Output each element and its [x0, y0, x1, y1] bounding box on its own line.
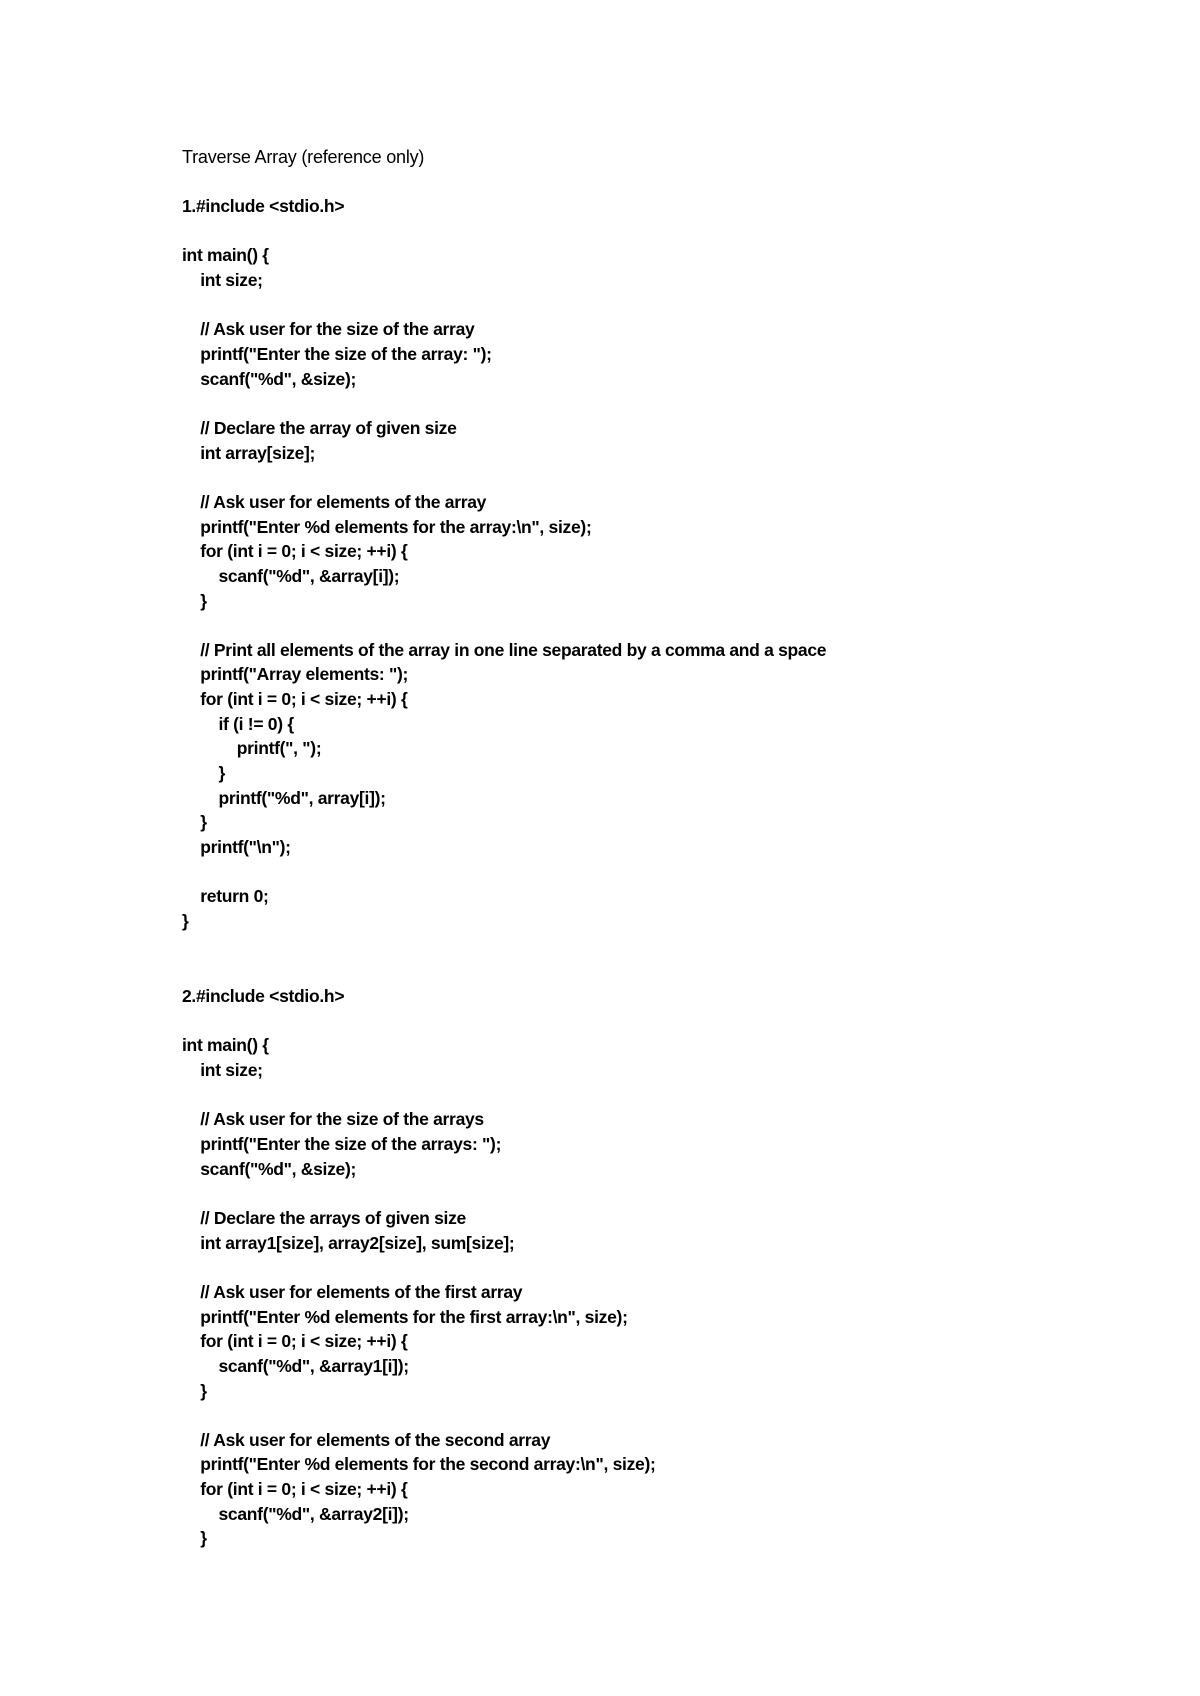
- document-title: Traverse Array (reference only): [182, 147, 425, 167]
- code-block-2: 2.#include <stdio.h> int main() { int size; // Ask user for the size of the arrays printf("Enter the size of the arrays: "); scanf("%d", &size); // Declare the arrays of given size int array1[size], array2[size], sum[size]; // Ask user for elements of the first array printf("Enter %d elements for the first array:\n", size); for (int i = 0; i < size; ++i) { scanf("%d", &array1[i]); } // Ask user for elements of the second array printf("Enter %d elements for the second array:\n", size); for (int i = 0; i < size; ++i) { scanf("%d", &array2[i]); }: [182, 986, 656, 1549]
- code-block-1: 1.#include <stdio.h> int main() { int size; // Ask user for the size of the array printf("Enter the size of the array: "); scanf("%d", &size); // Declare the array of given size int array[size]; // Ask user for elements of the array printf("Enter %d elements for the array:\n", size); for (int i = 0; i < size; ++i) { scanf("%d", &array[i]); } // Print all elements of the array in one line separated by a comma and a space printf("Array elements: "); for (int i = 0; i < size; ++i) { if (i != 0) { printf(", "); } printf("%d", array[i]); } printf("\n"); return 0; }: [182, 196, 827, 932]
